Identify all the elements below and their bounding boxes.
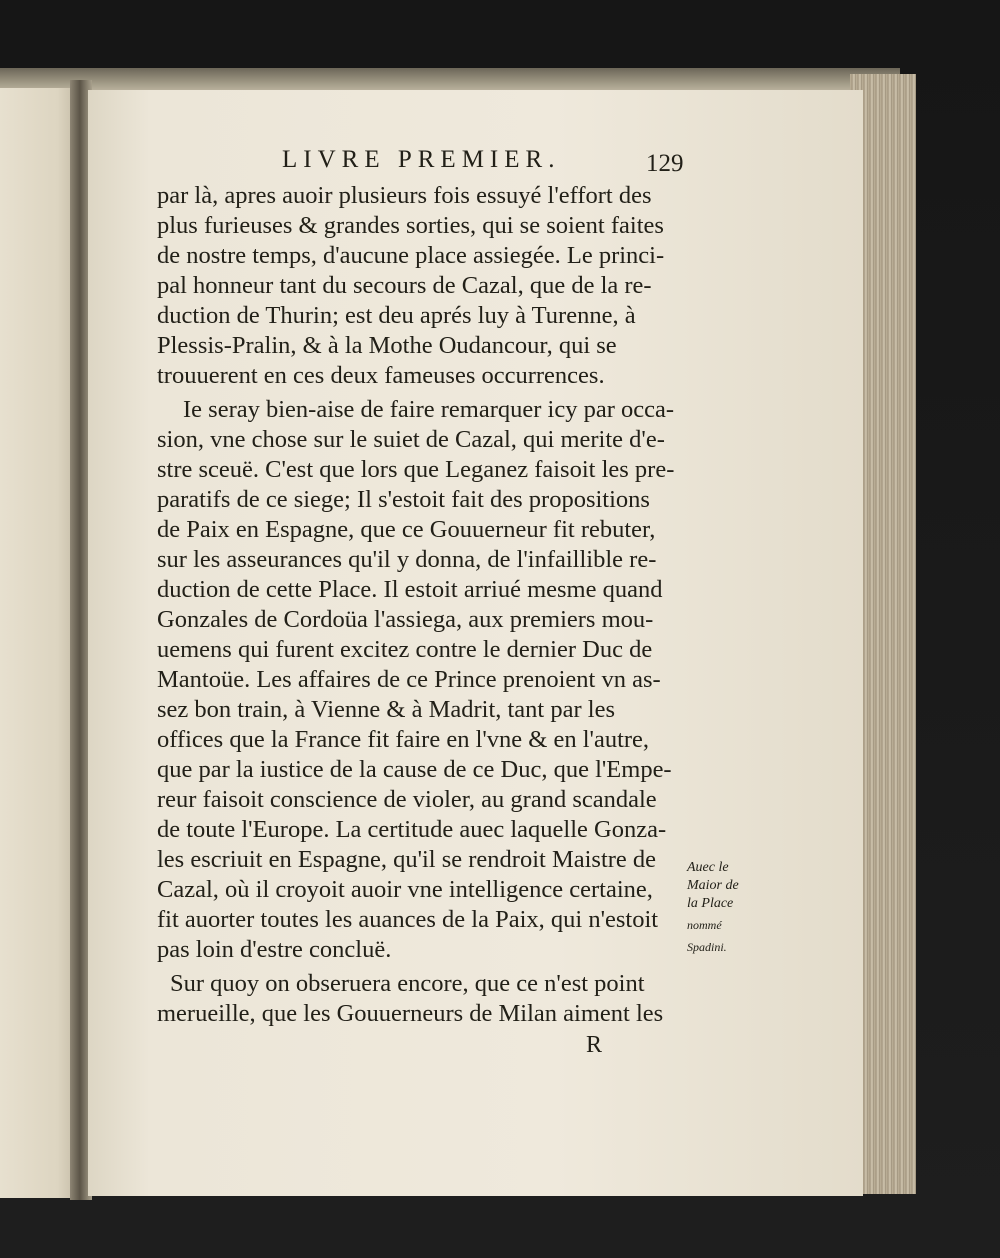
text-line: Plessis-Pralin, & à la Mothe Oudancour, qui se <box>157 332 617 359</box>
text-line: duction de cette Place. Il estoit arriué mesme quand <box>157 576 663 603</box>
text-line: fit auorter toutes les auances de la Paix, qui n'estoit <box>157 906 659 933</box>
text-line: Sur quoy on obseruera encore, que ce n'est point <box>170 970 645 997</box>
marginal-note-line: Spadini. <box>687 940 727 954</box>
text-line: offices que la France fit faire en l'vne & en l'autre, <box>157 726 650 753</box>
text-line: Mantoüe. Les affaires de ce Prince prenoient vn as- <box>157 666 661 693</box>
text-line: merueille, que les Gouuerneurs de Milan aiment les <box>157 1000 664 1027</box>
text-line: Cazal, où il croyoit auoir vne intelligence certaine, <box>157 876 653 903</box>
marginal-note-line: Maior de <box>687 878 739 893</box>
text-line: Ie seray bien-aise de faire remarquer icy par occa- <box>183 396 675 423</box>
text-line: stre sceuë. C'est que lors que Leganez faisoit les pre- <box>157 456 675 483</box>
text-line: duction de Thurin; est deu aprés luy à Turenne, à <box>157 302 636 329</box>
text-line: de nostre temps, d'aucune place assiegée. Le princi- <box>157 242 665 269</box>
running-head: LIVRE PREMIER. <box>282 146 561 173</box>
marginal-note-line: Auec le <box>687 860 729 875</box>
text-line: Gonzales de Cordoüa l'assiega, aux premiers mou- <box>157 606 654 633</box>
marginal-note-line: la Place <box>687 896 734 911</box>
text-line: pal honneur tant du secours de Cazal, que de la re- <box>157 272 652 299</box>
text-line: sez bon train, à Vienne & à Madrit, tant par les <box>157 696 615 723</box>
text-line: plus furieuses & grandes sorties, qui se soient faites <box>157 212 664 239</box>
text-line: sur les asseurances qu'il y donna, de l'infaillible re- <box>157 546 657 573</box>
text-line: sion, vne chose sur le suiet de Cazal, qui merite d'e- <box>157 426 665 453</box>
text-line: uemens qui furent excitez contre le dernier Duc de <box>157 636 653 663</box>
signature-mark: R <box>586 1032 603 1058</box>
text-line: pas loin d'estre concluë. <box>157 936 392 963</box>
text-line: de toute l'Europe. La certitude auec laquelle Gonza- <box>157 816 667 843</box>
text-line: de Paix en Espagne, que ce Gouuerneur fit rebuter, <box>157 516 656 543</box>
text-line: trouuerent en ces deux fameuses occurrences. <box>157 362 605 389</box>
text-line: que par la iustice de la cause de ce Duc, que l'Empe- <box>157 756 672 783</box>
text-line: paratifs de ce siege; Il s'estoit fait des propositions <box>157 486 650 513</box>
page-number: 129 <box>646 150 684 177</box>
text-line: reur faisoit conscience de violer, au grand scandale <box>157 786 657 813</box>
marginal-note-line: nommé <box>687 918 722 932</box>
text-line: par là, apres auoir plusieurs fois essuyé l'effort des <box>157 182 652 209</box>
text-line: les escriuit en Espagne, qu'il se rendroit Maistre de <box>157 846 657 873</box>
